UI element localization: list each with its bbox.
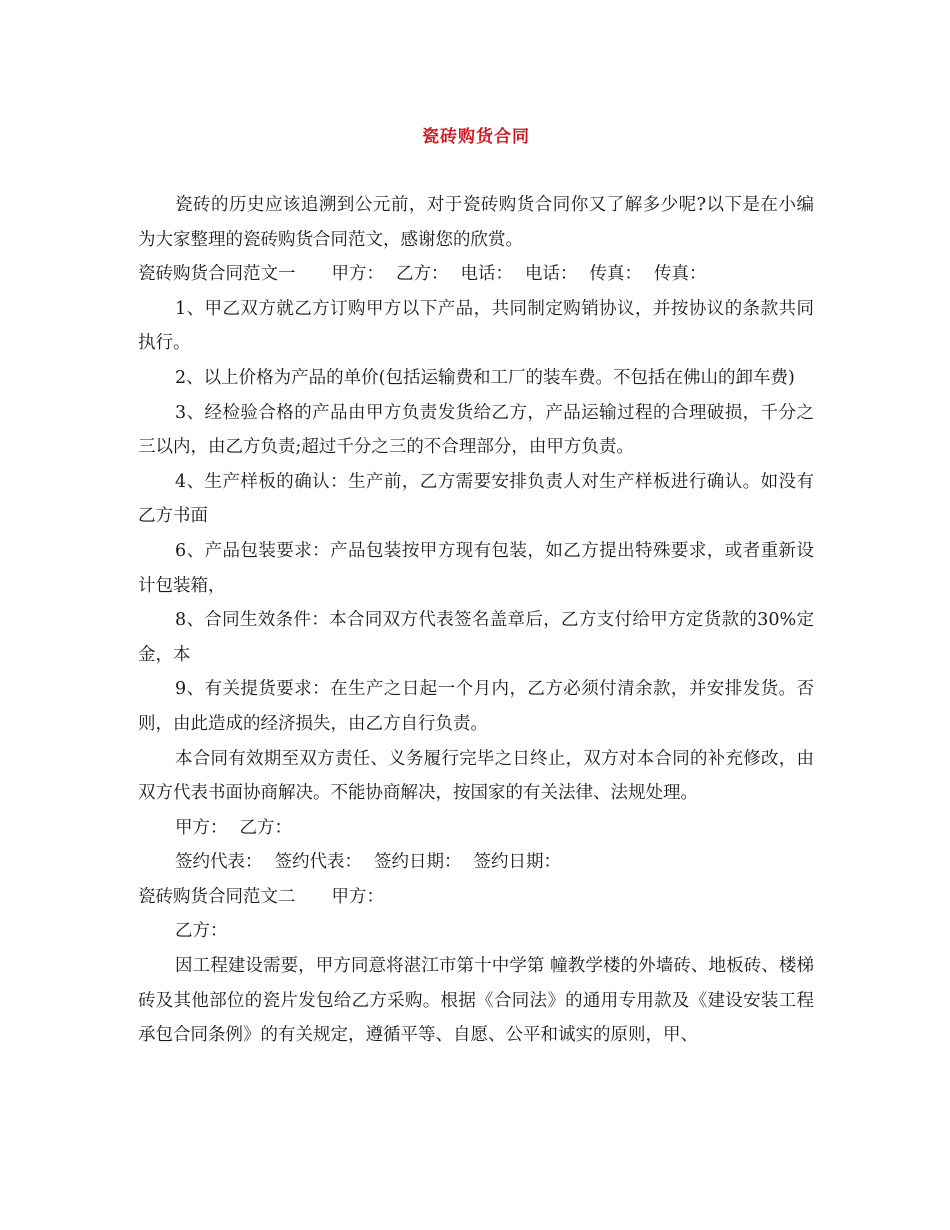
sample2-party-b-line: 乙方： <box>175 921 228 942</box>
sample2-heading: 瓷砖购货合同范文二 <box>138 886 296 907</box>
validity-paragraph: 本合同有效期至双方责任、义务履行完毕之日终止，双方对本合同的补充修改，由双方代表书面协商解决。不能协商解决，按国家的有关法律、法规处理。 <box>138 748 814 804</box>
sample2-header-line <box>138 880 814 915</box>
clause-1: 1、甲乙双方就乙方订购甲方以下产品，共同制定购销协议，并按协议的条款共同执行。 <box>138 298 814 354</box>
date-a-label: 签约日期： <box>374 852 462 873</box>
clause-3: 3、经检验合格的产品由甲方负责发货给乙方，产品运输过程的合理破损，千分之三以内，由乙方负责;超过千分之三的不合理部分，由甲方负责。 <box>138 402 814 458</box>
fax-a-label: 传真： <box>589 264 642 285</box>
phone-b-label: 电话： <box>525 264 578 285</box>
signature-parties-line <box>138 811 814 846</box>
party-b-label: 乙方： <box>396 264 449 285</box>
clause-8: 8、合同生效条件：本合同双方代表签名盖章后，乙方支付给甲方定货款的30%定金，本 <box>138 610 814 665</box>
document-page <box>138 120 814 1053</box>
clause-9: 9、有关提货要求：在生产之日起一个月内，乙方必须付清余款，并安排发货。否则，由此造成的经济损失，由乙方自行负责。 <box>138 679 814 734</box>
sample1-heading: 瓷砖购货合同范文一 <box>138 264 296 285</box>
rep-a-label: 签约代表： <box>175 852 263 873</box>
clause-2: 2、以上价格为产品的单价(包括运输费和工厂的装车费。不包括在佛山的卸车费) <box>175 367 795 388</box>
fax-b-label: 传真： <box>654 264 707 285</box>
sample2-party-a-label: 甲方： <box>331 886 384 907</box>
sign-party-a-label: 甲方： <box>175 817 228 838</box>
rep-b-label: 签约代表： <box>274 852 362 873</box>
sign-party-b-label: 乙方： <box>239 817 292 838</box>
phone-a-label: 电话： <box>460 264 513 285</box>
sample2-body-paragraph: 因工程建设需要，甲方同意将湛江市第十中学第 幢教学楼的外墙砖、地板砖、楼梯砖及其他部位的瓷片发包给乙方采购。根据《合同法》的通用专用款及《建设安装工程承包合同条例》的有关规定，遵循平等、自愿、公平和诚实的原则，甲、 <box>138 956 814 1046</box>
document-title: 瓷砖购货合同 <box>422 127 530 147</box>
clause-6: 6、产品包装要求：产品包装按甲方现有包装，如乙方提出特殊要求，或者重新设计包装箱， <box>138 540 814 596</box>
party-a-label: 甲方： <box>331 264 384 285</box>
clause-4: 4、生产样板的确认：生产前，乙方需要安排负责人对生产样板进行确认。如没有乙方书面 <box>138 471 814 527</box>
date-b-label: 签约日期： <box>473 852 561 873</box>
signature-details-line <box>138 845 814 880</box>
sample1-header-line <box>138 257 814 292</box>
intro-paragraph: 瓷砖的历史应该追溯到公元前，对于瓷砖购货合同你又了解多少呢?以下是在小编为大家整理的瓷砖购货合同范文，感谢您的欣赏。 <box>138 195 814 250</box>
